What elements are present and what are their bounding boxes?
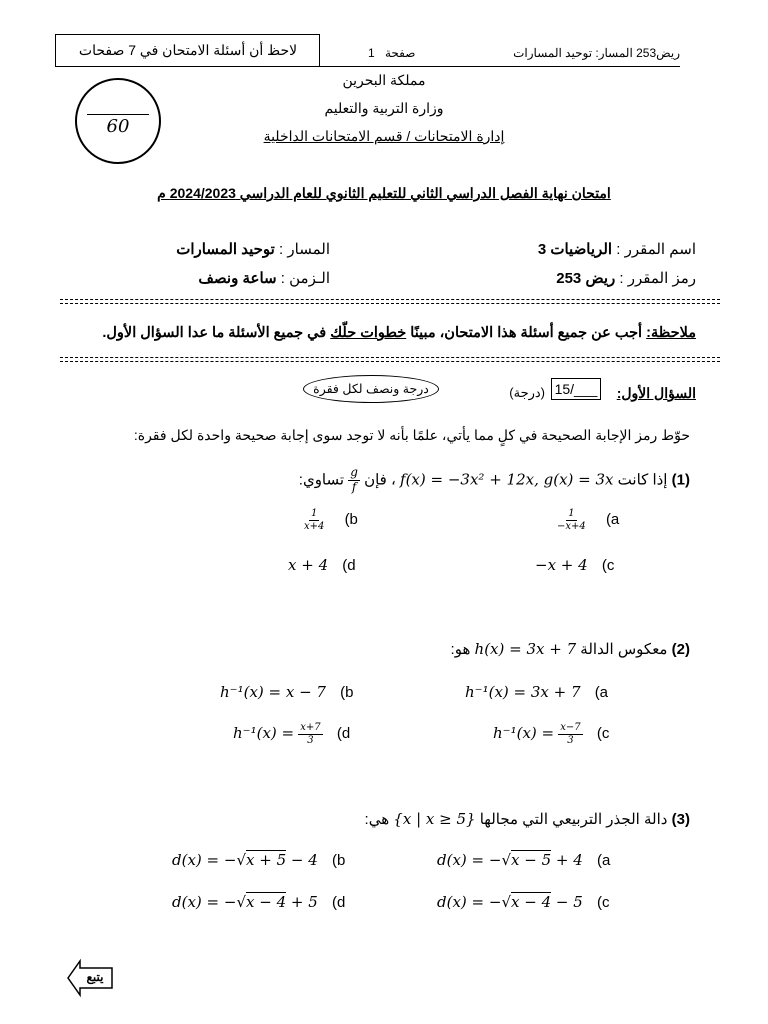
item3-option-d-radical: √x − 4 <box>236 893 287 911</box>
course-track-header: ريض253 المسار: توحيد المسارات <box>513 46 680 60</box>
item2-option-c[interactable] <box>493 722 609 746</box>
item3-option-a-pre: d(x) = − <box>437 851 502 869</box>
item1-option-c[interactable] <box>535 556 614 574</box>
item1-option-a-label: (a <box>605 510 620 528</box>
note-text-2: في جميع الأسئلة ما عدا السؤال الأول. <box>102 325 331 341</box>
item3-option-d-pre: d(x) = − <box>172 893 237 911</box>
item1-option-a-num: 1 <box>568 508 575 519</box>
item3-text-end: هي: <box>364 811 390 828</box>
department-name: إدارة الامتحانات / قسم الامتحانات الداخلية <box>263 128 505 144</box>
page-count-notice: لاحظ أن أسئلة الامتحان في 7 صفحات <box>78 42 298 58</box>
question1-unit: (درجة) <box>509 385 545 400</box>
track-row <box>60 240 330 258</box>
separator-line-4 <box>60 361 720 362</box>
item1-option-a-frac <box>555 508 588 532</box>
item2-option-b-value: h⁻¹(x) = x − 7 <box>220 683 326 701</box>
item1-quotient <box>348 466 360 495</box>
item1-option-b-den: x+4 <box>304 520 325 532</box>
item3-option-b-label: (b <box>331 852 346 869</box>
item2-number: (2) <box>671 641 690 658</box>
item3-option-d[interactable] <box>172 893 345 911</box>
item2-stem <box>380 640 690 658</box>
item3-text-before: دالة الجذر التربيعي التي مجالها <box>479 811 668 828</box>
item2-option-c-frac <box>558 722 582 746</box>
item2-option-d-num: x+7 <box>300 722 321 733</box>
track-label: المسار : <box>279 241 330 258</box>
item1-option-a-den: −x+4 <box>557 520 586 532</box>
item1-quotient-num: g <box>350 465 358 479</box>
item3-option-a-label: (a <box>596 852 611 869</box>
item3-option-c[interactable] <box>437 893 609 911</box>
item3-option-a-post: + 4 <box>551 851 583 869</box>
item3-option-c-radical: √x − 4 <box>501 893 552 911</box>
note-label: ملاحظة: <box>646 325 696 341</box>
separator-line-1 <box>60 299 720 300</box>
note-text-1: أجب عن جميع أسئلة هذا الامتحان، مبينًا <box>406 325 647 341</box>
item3-option-b-post: − 4 <box>286 851 318 869</box>
item1-number: (1) <box>671 471 690 489</box>
course-name-row <box>380 240 696 258</box>
kingdom-name: مملكة البحرين <box>342 72 426 88</box>
item1-option-b[interactable] <box>302 508 358 532</box>
note-emphasis: خطوات حلّك <box>330 325 407 341</box>
item3-option-b-radicand: x + 5 <box>246 851 287 869</box>
item3-option-c-label: (c <box>596 894 610 911</box>
course-name: الرياضيات 3 <box>537 241 613 258</box>
item2-option-d-den: 3 <box>307 734 314 746</box>
item3-option-d-radicand: x − 4 <box>246 893 287 911</box>
time-row <box>60 269 330 287</box>
item2-option-c-num: x−7 <box>560 722 581 733</box>
item3-option-a[interactable] <box>437 851 610 869</box>
item3-option-a-radical: √x − 5 <box>501 851 552 869</box>
item2-option-a[interactable] <box>465 683 608 701</box>
item3-number: (3) <box>671 811 690 828</box>
page-label: صفحة <box>385 46 416 60</box>
item3-option-c-radicand: x − 4 <box>511 893 552 911</box>
question1-bubble: درجة ونصف لكل فقرة <box>303 375 439 403</box>
item2-option-d-label: (d <box>336 724 351 742</box>
item1-text-end: تساوي: <box>298 471 345 489</box>
score-circle <box>75 78 161 164</box>
item2-option-d[interactable] <box>233 722 350 746</box>
item3-option-b-radical: √x + 5 <box>236 851 287 869</box>
item1-option-d-value: x + 4 <box>288 556 329 574</box>
course-name-label: اسم المقرر : <box>616 241 696 258</box>
item1-text-before: إذا كانت <box>617 471 668 489</box>
item1-text-after: ، فإن <box>364 471 396 489</box>
score-circle-line <box>87 114 149 115</box>
item2-option-d-prefix: h⁻¹(x) = <box>233 723 295 742</box>
item1-option-d-label: (d <box>342 557 356 574</box>
note <box>70 325 696 341</box>
item1-quotient-den: f <box>351 479 357 494</box>
question1-score-box: 15/___ <box>551 378 601 400</box>
item1-option-b-frac <box>302 508 326 532</box>
item3-option-d-post: + 5 <box>286 893 318 911</box>
separator-line-3 <box>60 357 720 358</box>
course-code-label: رمز المقرر : <box>619 270 696 287</box>
item2-option-a-label: (a <box>594 684 609 701</box>
item1-stem <box>180 466 690 495</box>
item2-option-b-label: (b <box>340 684 354 701</box>
item2-option-d-frac <box>298 722 322 746</box>
item3-option-c-pre: d(x) = − <box>437 893 502 911</box>
item3-option-b-pre: d(x) = − <box>172 851 237 869</box>
item1-option-c-value: −x + 4 <box>535 556 588 574</box>
item1-option-c-label: (c <box>601 557 615 574</box>
item1-option-b-label: (b <box>344 510 358 528</box>
time-value: ساعة ونصف <box>198 270 277 287</box>
header-rule <box>320 66 680 67</box>
item2-option-c-den: 3 <box>567 734 574 746</box>
score-total: 60 <box>106 116 130 137</box>
item1-option-d[interactable] <box>288 556 356 574</box>
exam-title: امتحان نهاية الفصل الدراسي الثاني للتعليم الثانوي للعام الدراسي 2024/2023 م <box>157 185 611 201</box>
time-label: الـزمن : <box>280 270 330 287</box>
course-code: ريض 253 <box>556 270 616 287</box>
course-code-row <box>380 269 696 287</box>
item2-option-a-value: h⁻¹(x) = 3x + 7 <box>465 683 581 701</box>
item1-option-a[interactable] <box>555 508 619 532</box>
item3-option-b[interactable] <box>172 851 345 869</box>
separator-line-2 <box>60 303 720 304</box>
page-number: 1 <box>368 46 375 60</box>
continue-label: يتبع <box>86 970 104 984</box>
item3-option-c-post: − 5 <box>551 893 583 911</box>
item2-option-c-label: (c <box>596 724 610 742</box>
item3-domain: {x | x ≥ 5} <box>393 810 476 828</box>
item2-text-end: هو: <box>450 641 471 658</box>
item2-option-c-prefix: h⁻¹(x) = <box>493 723 555 742</box>
item3-stem <box>330 810 690 828</box>
ministry-name: وزارة التربية والتعليم <box>324 100 444 116</box>
item3-option-a-radicand: x − 5 <box>511 851 552 869</box>
question1-label: السؤال الأول: <box>616 385 696 401</box>
item2-option-b[interactable] <box>220 683 353 701</box>
item2-function: h(x) = 3x + 7 <box>474 640 577 658</box>
question1-instruction: حوّط رمز الإجابة الصحيحة في كلٍ مما يأتي، علمًا بأنه لا توجد سوى إجابة صحيحة واحدة لكل فقرة: <box>133 427 690 443</box>
item3-option-d-label: (d <box>331 894 346 911</box>
track-value: توحيد المسارات <box>176 241 275 258</box>
item1-functions: f(x) = −3x² + 12x, g(x) = 3x <box>400 470 614 489</box>
item2-text-before: معكوس الدالة <box>580 641 668 658</box>
item1-option-b-num: 1 <box>311 508 318 519</box>
